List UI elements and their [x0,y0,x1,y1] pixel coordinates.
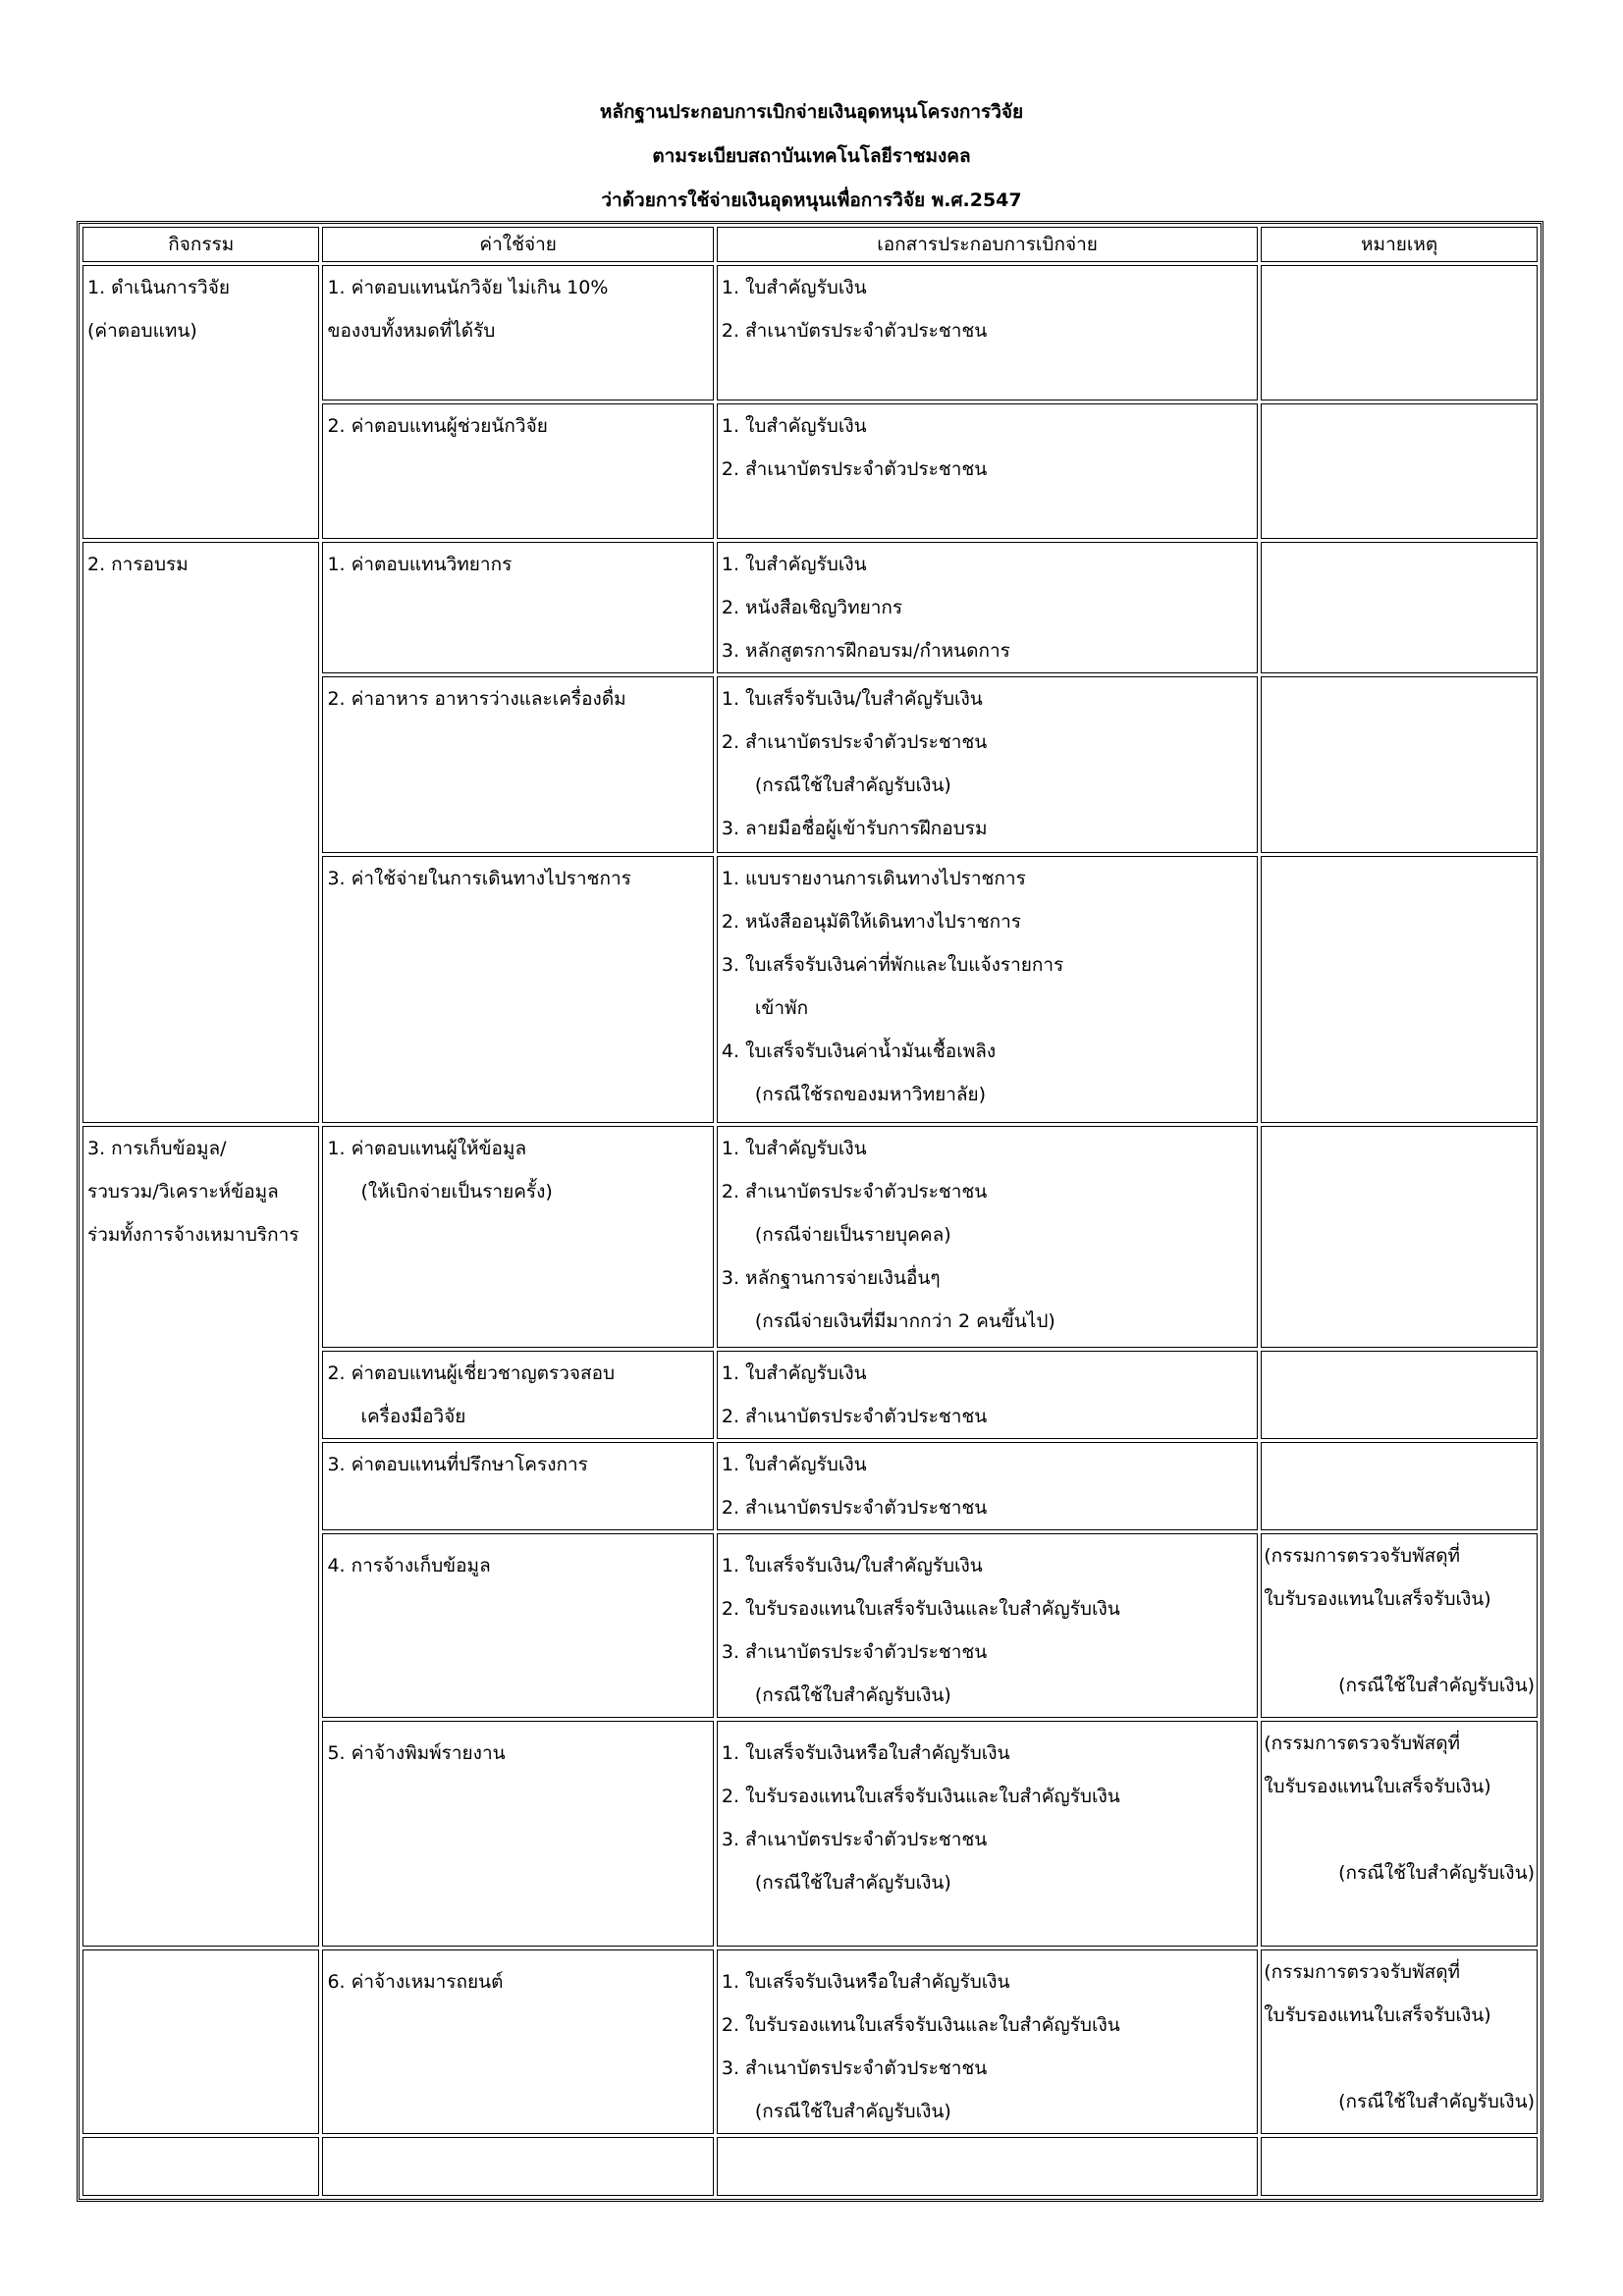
expense-text-note: เครื่องมือวิจัย [360,1406,466,1427]
remarks-cell [1261,403,1538,539]
header-activity: กิจกรรม [82,227,319,262]
document-item-note: (กรณีใช้ใบสำคัญรับเงิน) [754,1684,951,1706]
empty-cell [717,2137,1258,2196]
expense-cell [322,1721,713,1947]
documents-cell [717,676,1258,853]
documents-cell [717,542,1258,673]
expense-text: 3. ค่าใช้จ่ายในการเดินทางไปราชการ [327,868,631,889]
documents-cell [717,1949,1258,2134]
expense-text: 4. การจ้างเก็บข้อมูล [327,1555,491,1576]
remark-spacer [1264,1808,1535,1851]
expense-text: 1. ค่าตอบแทนผู้ให้ข้อมูล [327,1138,527,1159]
documents-cell [717,1351,1258,1439]
document-item-note: (กรณีจ่ายเป็นรายบุคคล) [754,1224,951,1246]
expense-cell [322,265,713,400]
document-item: 1. ใบเสร็จรับเงินหรือใบสำคัญรับเงิน [721,1742,1010,1764]
document-title-block [0,90,1623,223]
table-row [82,1949,1538,2134]
document-item: 1. ใบเสร็จรับเงิน/ใบสำคัญรับเงิน [721,1555,983,1576]
remark-text: (กรณีใช้ใบสำคัญรับเงิน) [1338,1862,1535,1884]
expense-text: 5. ค่าจ้างพิมพ์รายงาน [327,1742,506,1764]
remark-text: ใบรับรองแทนใบเสร็จรับเงิน) [1264,2004,1491,2026]
empty-cell [322,2137,713,2196]
activity-cell-1 [82,265,319,539]
document-item: 1. ใบสำคัญรับเงิน [721,1454,867,1475]
expense-cell [322,1351,713,1439]
document-item-note: เข้าพัก [754,997,809,1019]
document-item: 1. ใบเสร็จรับเงิน/ใบสำคัญรับเงิน [721,688,983,710]
activity-cell-3 [82,1126,319,1947]
documents-cell [717,856,1258,1123]
document-item: 3. หลักฐานการจ่ายเงินอื่นๆ [721,1267,941,1289]
document-item: 2. ใบรับรองแทนใบเสร็จรับเงินและใบสำคัญรับเงิน [721,1786,1120,1807]
document-item: 3. ใบเสร็จรับเงินค่าที่พักและใบแจ้งรายการ [721,954,1064,976]
remarks-cell [1261,1442,1538,1530]
activity-text: (ค่าตอบแทน) [87,320,197,342]
remarks-cell [1261,1721,1538,1947]
document-item: 2. ใบรับรองแทนใบเสร็จรับเงินและใบสำคัญรับเงิน [721,1598,1120,1620]
remark-text: ใบรับรองแทนใบเสร็จรับเงิน) [1264,1776,1491,1797]
remark-text: (กรรมการตรวจรับพัสดุที่ [1264,1961,1461,1983]
remark-text: (กรรมการตรวจรับพัสดุที่ [1264,1545,1461,1567]
documents-cell [717,265,1258,400]
expense-cell [322,403,713,539]
expense-cell [322,1126,713,1348]
remark-text: ใบรับรองแทนใบเสร็จรับเงิน) [1264,1588,1491,1610]
title-line-2: ตามระเบียบสถาบันเทคโนโลยีราชมงคล [652,145,971,167]
empty-cell [82,2137,319,2196]
activity-cell-empty [82,1949,319,2134]
document-item-note: (กรณีใช้รถของมหาวิทยาลัย) [754,1084,987,1105]
document-item-note: (กรณีใช้ใบสำคัญรับเงิน) [754,774,951,796]
header-documents: เอกสารประกอบการเบิกจ่าย [717,227,1258,262]
table-row-empty [82,2137,1538,2196]
remark-spacer [1264,1621,1535,1664]
document-item: 1. ใบสำคัญรับเงิน [721,415,867,437]
document-item: 3. สำเนาบัตรประจำตัวประชาชน [721,2057,988,2079]
table-header-row [82,227,1538,262]
expense-cell [322,1442,713,1530]
expense-text: 3. ค่าตอบแทนที่ปรึกษาโครงการ [327,1454,588,1475]
document-item: 2. สำเนาบัตรประจำตัวประชาชน [721,731,988,753]
document-item: 3. สำเนาบัตรประจำตัวประชาชน [721,1641,988,1663]
document-item: 2. สำเนาบัตรประจำตัวประชาชน [721,1181,988,1202]
remarks-cell [1261,1533,1538,1718]
table-row [82,1126,1538,1348]
expense-documents-table [77,221,1543,2202]
remarks-cell [1261,856,1538,1123]
remarks-cell [1261,676,1538,853]
document-item: 2. สำเนาบัตรประจำตัวประชาชน [721,1406,988,1427]
expense-text: 1. ค่าตอบแทนวิทยากร [327,554,513,575]
remarks-cell [1261,265,1538,400]
title-line-3: ว่าด้วยการใช้จ่ายเงินอุดหนุนเพื่อการวิจัย พ.ศ.2547 [601,189,1022,211]
documents-cell [717,1442,1258,1530]
document-item: 3. สำเนาบัตรประจำตัวประชาชน [721,1829,988,1850]
expense-cell [322,542,713,673]
document-item-note: (กรณีใช้ใบสำคัญรับเงิน) [754,1872,951,1894]
document-item: 3. หลักสูตรการฝึกอบรม/กำหนดการ [721,640,1010,662]
expense-cell [322,676,713,853]
remark-text: (กรณีใช้ใบสำคัญรับเงิน) [1338,1675,1535,1696]
expense-text: 6. ค่าจ้างเหมารถยนต์ [327,1971,504,1993]
expense-text: 2. ค่าตอบแทนผู้ช่วยนักวิจัย [327,415,548,437]
document-item: 2. สำเนาบัตรประจำตัวประชาชน [721,1497,988,1519]
expense-text: 2. ค่าอาหาร อาหารว่างและเครื่องดื่ม [327,688,626,710]
document-item-note: (กรณีใช้ใบสำคัญรับเงิน) [754,2101,951,2122]
documents-cell [717,1721,1258,1947]
document-item: 1. ใบสำคัญรับเงิน [721,1138,867,1159]
document-item: 1. ใบสำคัญรับเงิน [721,1362,867,1384]
document-item-note: (กรณีจ่ายเงินที่มีมากกว่า 2 คนขึ้นไป) [754,1310,1055,1332]
header-expense: ค่าใช้จ่าย [322,227,713,262]
documents-cell [717,403,1258,539]
expense-cell [322,1949,713,2134]
remarks-cell [1261,1949,1538,2134]
remark-text: (กรรมการตรวจรับพัสดุที่ [1264,1733,1461,1754]
document-item: 2. หนังสืออนุมัติให้เดินทางไปราชการ [721,911,1021,933]
activity-text: 2. การอบรม [87,554,189,575]
remarks-cell [1261,1126,1538,1348]
documents-cell [717,1126,1258,1348]
title-line-1: หลักฐานประกอบการเบิกจ่ายเงินอุดหนุนโครงการวิจัย [599,101,1024,123]
activity-text: 1. ดำเนินการวิจัย [87,277,230,298]
empty-cell [1261,2137,1538,2196]
expense-cell [322,1533,713,1718]
remark-spacer [1264,2037,1535,2080]
header-remarks: หมายเหตุ [1261,227,1538,262]
document-item: 4. ใบเสร็จรับเงินค่าน้ำมันเชื้อเพลิง [721,1041,997,1062]
activity-cell-2 [82,542,319,1123]
document-item: 2. สำเนาบัตรประจำตัวประชาชน [721,320,988,342]
remarks-cell [1261,542,1538,673]
remark-text: (กรณีใช้ใบสำคัญรับเงิน) [1338,2091,1535,2112]
expense-text: ของงบทั้งหมดที่ได้รับ [327,320,496,342]
document-item: 3. ลายมือชื่อผู้เข้ารับการฝึกอบรม [721,818,988,839]
activity-text: รวบรวม/วิเคราะห์ข้อมูล [87,1181,279,1202]
expense-text-note: (ให้เบิกจ่ายเป็นรายครั้ง) [360,1181,553,1202]
document-item: 2. หนังสือเชิญวิทยากร [721,597,903,618]
document-item: 2. สำเนาบัตรประจำตัวประชาชน [721,458,988,480]
expense-text: 2. ค่าตอบแทนผู้เชี่ยวชาญตรวจสอบ [327,1362,616,1384]
activity-text: ร่วมทั้งการจ้างเหมาบริการ [87,1224,299,1246]
expense-text: 1. ค่าตอบแทนนักวิจัย ไม่เกิน 10% [327,277,609,298]
document-item: 1. ใบเสร็จรับเงินหรือใบสำคัญรับเงิน [721,1971,1010,1993]
table-row [82,265,1538,400]
document-item: 1. ใบสำคัญรับเงิน [721,277,867,298]
document-item: 2. ใบรับรองแทนใบเสร็จรับเงินและใบสำคัญรับเงิน [721,2014,1120,2036]
remarks-cell [1261,1351,1538,1439]
document-item: 1. ใบสำคัญรับเงิน [721,554,867,575]
expense-cell [322,856,713,1123]
documents-cell [717,1533,1258,1718]
table-row [82,542,1538,673]
document-item: 1. แบบรายงานการเดินทางไปราชการ [721,868,1026,889]
activity-text: 3. การเก็บข้อมูล/ [87,1138,227,1159]
